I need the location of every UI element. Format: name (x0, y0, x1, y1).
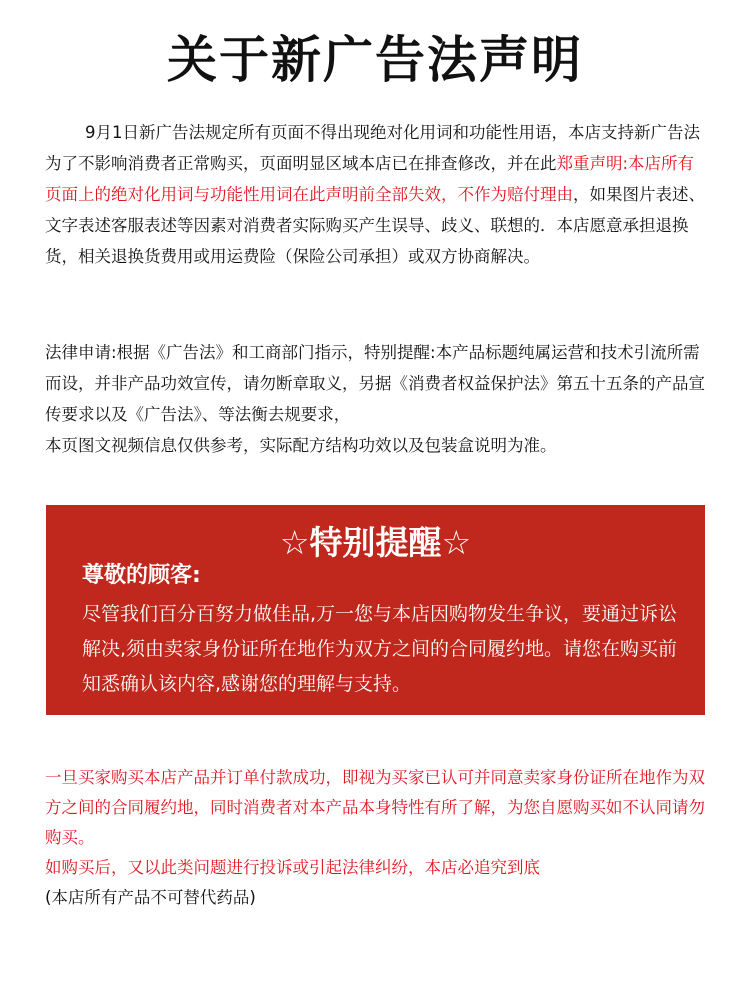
page-title: 关于新广告法声明 (167, 31, 583, 89)
reference-note: 本页图文视频信息仅供参考，实际配方结构功效以及包装盒说明为准。 (45, 436, 557, 455)
special-reminder-body: 尽管我们百分百努力做佳品,万一您与本店因购物发生争议，要通过诉讼解决,须由卖家身份证所在地作为双方之间的合同履约地。请您在购买前知悉确认该内容,感谢您的理解与支持。 (82, 603, 678, 695)
special-reminder-box (46, 505, 705, 715)
legal-statement-text: 法律申请:根据《广告法》和工商部门指示，特别提醒:本产品标题纯属运营和技术引流所需而设，并非产品功效宣传，请勿断章取义，另据《消费者权益保护法》第五十五条的产品宣传要求以及《广告法》、等法衡去规要求， (45, 343, 705, 424)
medicine-disclaimer: (本店所有产品不可替代药品) (45, 888, 256, 907)
customer-greeting: 尊敬的顾客: (82, 563, 201, 588)
announcement-paragraph (45, 117, 707, 272)
legal-statement-paragraph (45, 337, 707, 461)
special-reminder-title: ☆特别提醒☆ (279, 523, 472, 562)
complaint-warning-line: 如购买后，又以此类问题进行投诉或引起法律纠纷，本店必追究到底 (45, 858, 540, 877)
announcement-rest: ，如果图片表述、文字表述客服表述等因素对消费者实际购买产生误导、歧义、联想的．本店愿意承担退换货，相关退换货费用或用运费险（保险公司承担）或双方协商解决。 (45, 185, 705, 266)
solemn-declaration: 郑重声明:本店所有页面上的绝对化用词与功能性用词在此声明前全部失效，不作为赔付理由 (45, 154, 695, 204)
purchase-terms-paragraph (45, 763, 707, 913)
purchase-terms-line: 一旦买家购买本店产品并订单付款成功，即视为买家已认可并同意卖家身份证所在地作为双方之间的合同履约地，同时消费者对本产品本身特性有所了解，为您自愿购买如不认同请勿购买。 (45, 768, 705, 847)
announcement-intro: 9月1日新广告法规定所有页面不得出现绝对化用词和功能性用语，本店支持新广告法为了不影响消费者正常购买，页面明显区域本店已在排查修改，并在此 (45, 123, 700, 173)
